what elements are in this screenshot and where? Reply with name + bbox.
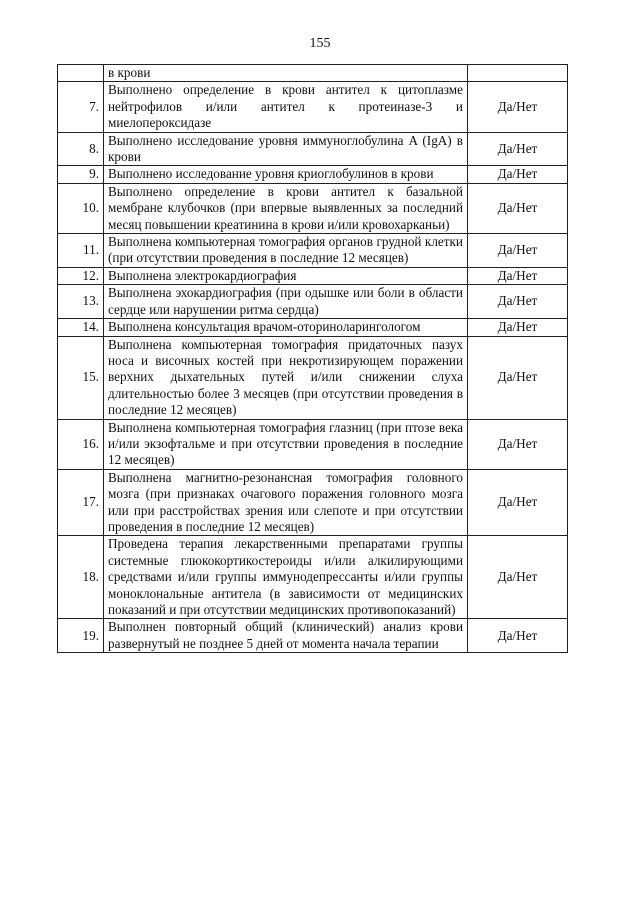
row-answer: Да/Нет [468, 267, 568, 284]
row-answer: Да/Нет [468, 234, 568, 268]
criteria-table [57, 64, 568, 653]
row-number: 17. [58, 469, 104, 536]
row-answer [468, 65, 568, 82]
table-row [58, 166, 568, 183]
row-number: 13. [58, 285, 104, 319]
row-criterion: в крови [104, 65, 468, 82]
row-criterion: Выполнен повторный общий (клинический) анализ крови развернутый не позднее 5 дней от момента начала терапии [104, 619, 468, 653]
row-answer: Да/Нет [468, 536, 568, 619]
table-row [58, 336, 568, 419]
row-criterion: Выполнена электрокардиография [104, 267, 468, 284]
row-number: 9. [58, 166, 104, 183]
table-row [58, 183, 568, 233]
row-answer: Да/Нет [468, 469, 568, 536]
row-number: 10. [58, 183, 104, 233]
row-number: 12. [58, 267, 104, 284]
row-criterion: Выполнено исследование уровня криоглобулинов в крови [104, 166, 468, 183]
row-number: 18. [58, 536, 104, 619]
row-criterion: Выполнена магнитно-резонансная томография головного мозга (при признаках очагового поражения головного мозга или при расстройствах зрения или слепоте и при отсутствии проведения в последние 12 месяцев) [104, 469, 468, 536]
row-number: 15. [58, 336, 104, 419]
row-answer: Да/Нет [468, 82, 568, 132]
table-row [58, 285, 568, 319]
row-number: 7. [58, 82, 104, 132]
row-criterion: Выполнено исследование уровня иммуноглобулина A (IgA) в крови [104, 132, 468, 166]
table-row [58, 65, 568, 82]
row-number: 11. [58, 234, 104, 268]
row-criterion: Выполнено определение в крови антител к цитоплазме нейтрофилов и/или антител к протеиназе-3 и миелопероксидазе [104, 82, 468, 132]
table-row [58, 536, 568, 619]
table-row [58, 319, 568, 336]
row-answer: Да/Нет [468, 319, 568, 336]
row-answer: Да/Нет [468, 285, 568, 319]
row-answer: Да/Нет [468, 619, 568, 653]
row-number: 14. [58, 319, 104, 336]
row-criterion: Выполнена эхокардиография (при одышке или боли в области сердце или нарушении ритма сердца) [104, 285, 468, 319]
table-row [58, 234, 568, 268]
row-number: 19. [58, 619, 104, 653]
row-criterion: Выполнена консультация врачом-оториноларингологом [104, 319, 468, 336]
table-row [58, 82, 568, 132]
row-criterion: Выполнено определение в крови антител к базальной мембране клубочков (при впервые выявленных за последний месяц повышении креатинина в крови и/или кровохарканьи) [104, 183, 468, 233]
table-row [58, 267, 568, 284]
row-answer: Да/Нет [468, 419, 568, 469]
table-row [58, 132, 568, 166]
table-row [58, 619, 568, 653]
row-answer: Да/Нет [468, 183, 568, 233]
row-criterion: Выполнена компьютерная томография органов грудной клетки (при отсутствии проведения в последние 12 месяцев) [104, 234, 468, 268]
row-answer: Да/Нет [468, 132, 568, 166]
table-row [58, 419, 568, 469]
row-answer: Да/Нет [468, 336, 568, 419]
row-number [58, 65, 104, 82]
row-number: 8. [58, 132, 104, 166]
row-number: 16. [58, 419, 104, 469]
row-criterion: Выполнена компьютерная томография глазниц (при птозе века и/или экзофтальме и при отсутствии проведения в последние 12 месяцев) [104, 419, 468, 469]
row-criterion: Проведена терапия лекарственными препаратами группы системные глюкокортикостероиды и/или алкилирующими средствами и/или группы иммунодепрессанты и/или группы моноклональные антитела (в зависимости от медицинских показаний и при отсутствии медицинских противопоказаний) [104, 536, 468, 619]
page-number: 155 [309, 36, 331, 51]
row-criterion: Выполнена компьютерная томография придаточных пазух носа и височных костей при некротизирующем поражении верхних дыхательных путей и/или снижении слуха длительностью более 3 месяцев (при отсутствии проведения в последние 12 месяцев) [104, 336, 468, 419]
row-answer: Да/Нет [468, 166, 568, 183]
table-row [58, 469, 568, 536]
